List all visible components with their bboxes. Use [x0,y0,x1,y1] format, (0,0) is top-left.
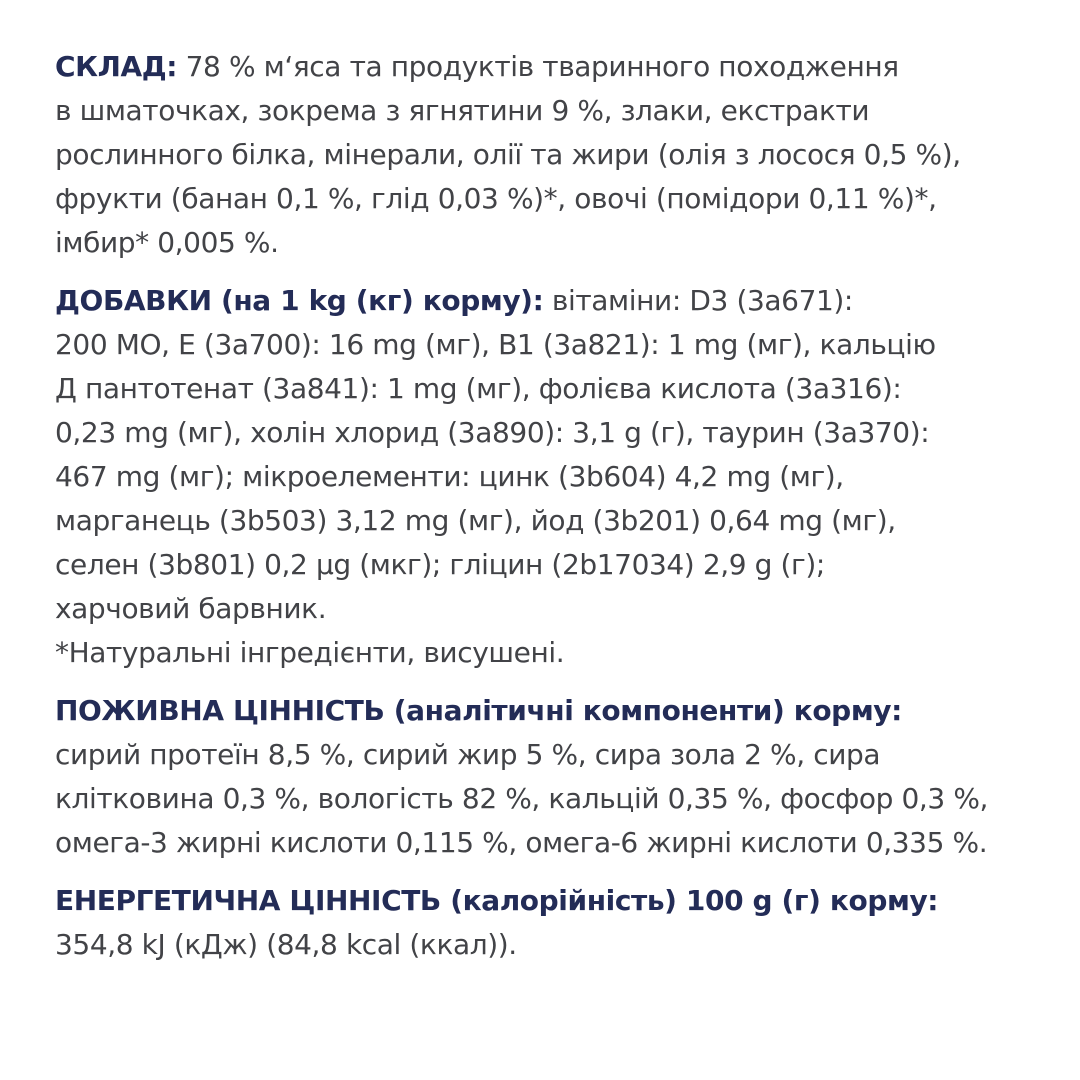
additives-heading: ДОБАВКИ (на 1 kg (кг) корму): [55,284,544,317]
composition-line-1 [55,45,1055,89]
nutrition-line-2: клітковина 0,3 %, вологість 82 %, кальцій 0,35 %, фосфор 0,3 %, [55,782,989,815]
composition-line-2: в шматочках, зокрема з ягнятини 9 %, злаки, екстракти [55,94,870,127]
energy-heading: ЕНЕРГЕТИЧНА ЦІННІСТЬ (калорійність) 100 g (г) корму: [55,884,939,917]
composition-line-3: рослинного білка, мінерали, олії та жири (олія з лосося 0,5 %), [55,138,961,171]
additives-section [55,279,1055,675]
energy-section [55,879,1055,967]
additives-line-1 [55,279,1055,323]
nutrition-section [55,689,1055,865]
natural-ingredients-note: *Натуральні інгредієнти, висушені. [55,636,565,669]
nutrition-line-1: сирий протеїн 8,5 %, сирий жир 5 %, сира зола 2 %, сира [55,738,881,771]
composition-heading: СКЛАД: [55,50,178,83]
nutrition-line-3: омега-3 жирні кислоти 0,115 %, омега-6 жирні кислоти 0,335 %. [55,826,988,859]
composition-section [55,45,1055,265]
composition-line-4: фрукти (банан 0,1 %, глід 0,03 %)*, овочі (помідори 0,11 %)*, [55,182,937,215]
additives-line-7: селен (3b801) 0,2 µg (мкг); гліцин (2b17034) 2,9 g (г); [55,548,825,581]
additives-line-2: 200 МО, Е (3a700): 16 mg (мг), B1 (3a821): 1 mg (мг), кальцію [55,328,936,361]
nutrition-heading: ПОЖИВНА ЦІННІСТЬ (аналітичні компоненти) корму: [55,694,902,727]
ingredients-label [55,45,1055,981]
additives-line-4: 0,23 mg (мг), холін хлорид (3a890): 3,1 g (г), таурин (3a370): [55,416,930,449]
additives-text: вітаміни: D3 (3a671): [543,284,853,317]
additives-line-3: Д пантотенат (3a841): 1 mg (мг), фолієва кислота (3a316): [55,372,902,405]
composition-line-5: імбир* 0,005 %. [55,226,279,259]
energy-value: 354,8 kJ (кДж) (84,8 kcal (ккал)). [55,928,517,961]
composition-text: 78 % м‘яса та продуктів тваринного походження [177,50,899,83]
additives-line-8: харчовий барвник. [55,592,327,625]
additives-line-5: 467 mg (мг); мікроелементи: цинк (3b604) 4,2 mg (мг), [55,460,844,493]
additives-line-6: марганець (3b503) 3,12 mg (мг), йод (3b201) 0,64 mg (мг), [55,504,896,537]
